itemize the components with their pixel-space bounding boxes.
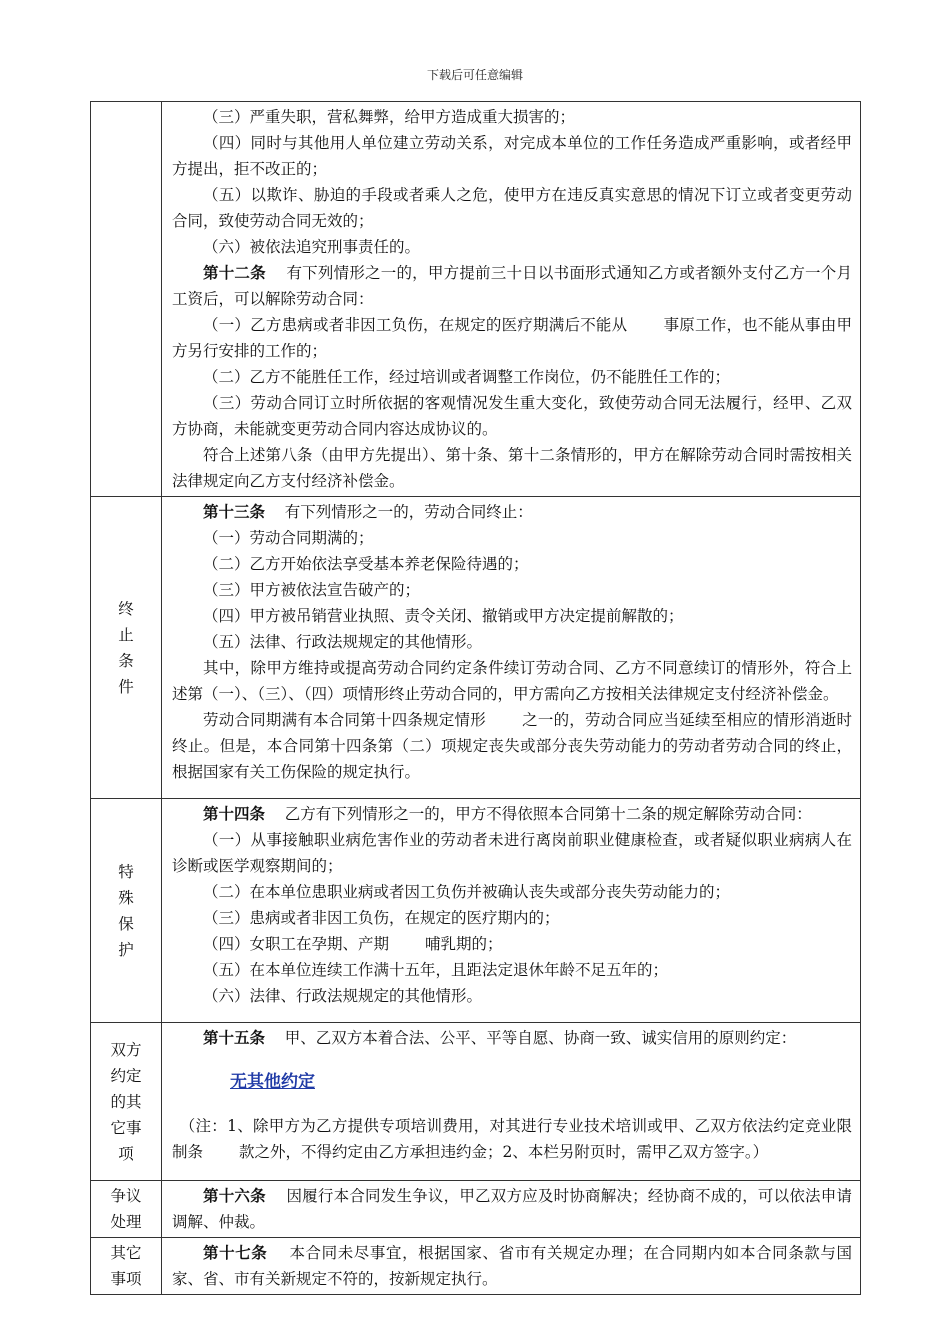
article-title: 第十二条 — [203, 263, 266, 282]
row-content — [162, 1238, 861, 1295]
clause-text: 哺乳期的； — [425, 935, 503, 953]
clause-item: （五）法律、行政法规规定的其他情形。 — [203, 633, 483, 651]
label-line: 项 — [118, 1144, 134, 1163]
table-row — [91, 497, 861, 799]
row-label-termination — [91, 497, 162, 799]
clause-item: （二）乙方不能胜任工作，经过培训或者调整工作岗位，仍不能胜任工作的； — [203, 368, 731, 386]
article-text: 乙方有下列情形之一的，甲方不得依照本合同第十二条的规定解除劳动合同： — [284, 805, 812, 823]
clause-item: （五）在本单位连续工作满十五年，且距法定退休年龄不足五年的； — [203, 961, 669, 979]
label-line: 约定 — [110, 1066, 142, 1085]
row-label-empty — [91, 102, 162, 497]
clause-item: （三）严重失职，营私舞弊，给甲方造成重大损害的； — [203, 108, 576, 126]
table-row — [91, 102, 861, 497]
row-content — [162, 1023, 861, 1181]
clause-item: （四）甲方被吊销营业执照、责令关闭、撤销或甲方决定提前解散的； — [203, 607, 684, 625]
row-label-other-agreements — [91, 1023, 162, 1181]
label-line: 它事 — [110, 1118, 142, 1137]
label-char: 特 — [118, 862, 134, 881]
label-line: 事项 — [110, 1270, 142, 1288]
article-title: 第十三条 — [203, 502, 266, 521]
label-char: 条 — [118, 651, 134, 670]
clause-item: （四）同时与其他用人单位建立劳动关系，对完成本单位的工作任务造成严重影响，或者经甲方提出，拒不改正的； — [172, 134, 852, 178]
article-title: 第十七条 — [203, 1243, 268, 1262]
clause-text: 之一的，劳动合同应当延续至相应的情形消逝时终止。但是，本合同第十四条第（二）项规定丧失或部分丧失劳动能力的劳动者劳动合同的终止，根据国家有关工伤保险的规定执行。 — [172, 711, 852, 781]
clause-item: （三）甲方被依法宣告破产的； — [203, 581, 421, 599]
label-char: 护 — [118, 940, 134, 959]
article-title: 第十五条 — [203, 1028, 266, 1047]
page-header: 下载后可任意编辑 — [426, 68, 523, 82]
contract-table — [90, 101, 861, 1295]
clause-item: （一）劳动合同期满的； — [203, 529, 374, 547]
article-15 — [172, 1025, 852, 1051]
note-text: （注：1、除甲方为乙方提供专项培训费用，对其进行专业技术培训或甲、乙双方依法约定竞业限制条 — [172, 1117, 852, 1161]
row-label-other-matters — [91, 1238, 162, 1295]
agreement-value: 无其他约定 — [230, 1072, 315, 1092]
label-line: 的其 — [110, 1092, 142, 1111]
article-title: 第十四条 — [203, 804, 266, 823]
article-text: 甲、乙双方本着合法、公平、平等自愿、协商一致、诚实信用的原则约定： — [284, 1029, 797, 1047]
clause-text: 事原工作，也不能从事由甲方另行安排的工作的； — [172, 316, 852, 360]
row-label-dispute — [91, 1181, 162, 1238]
clause-item: （六）被依法追究刑事责任的。 — [203, 238, 421, 256]
article-title: 第十六条 — [203, 1186, 266, 1205]
article-14 — [172, 801, 852, 827]
article-text: 因履行本合同发生争议，甲乙双方应及时协商解决；经协商不成的，可以依法申请调解、仲裁。 — [172, 1187, 852, 1231]
table-row — [91, 1238, 861, 1295]
table-row — [91, 1181, 861, 1238]
clause-item: （二）在本单位患职业病或者因工负伤并被确认丧失或部分丧失劳动能力的； — [203, 883, 731, 901]
label-line: 处理 — [110, 1213, 142, 1231]
note-text: 款之外，不得约定由乙方承担违约金；2、本栏另附页时，需甲乙双方签字。） — [239, 1143, 769, 1161]
clause-text: （四）女职工在孕期、产期 — [203, 935, 390, 953]
clause-item: 其中，除甲方维持或提高劳动合同约定条件续订劳动合同、乙方不同意续订的情形外，符合上述第（一）、（三）、（四）项情形终止劳动合同的，甲方需向乙方按相关法律规定支付经济补偿金。 — [172, 659, 852, 703]
article-17 — [172, 1240, 852, 1292]
article-text: 有下列情形之一的，劳动合同终止： — [284, 503, 533, 521]
label-char: 止 — [118, 625, 134, 644]
label-line: 其它 — [110, 1244, 142, 1262]
clause-item — [172, 931, 852, 957]
table-row — [91, 1023, 861, 1181]
article-text: 本合同未尽事宜，根据国家、省市有关规定办理；在合同期内如本合同条款与国家、省、市有关新规定不符的，按新规定执行。 — [172, 1244, 852, 1288]
clause-item: （二）乙方开始依法享受基本养老保险待遇的； — [203, 555, 529, 573]
note — [172, 1113, 852, 1165]
clause-text: 劳动合同期满有本合同第十四条规定情形 — [203, 711, 486, 729]
label-char: 保 — [118, 914, 134, 933]
label-line: 双方 — [110, 1040, 142, 1059]
row-label-special-protection — [91, 799, 162, 1023]
clause-item: （三）患病或者非因工负伤，在规定的医疗期内的； — [203, 909, 560, 927]
clause-item: （一）从事接触职业病危害作业的劳动者未进行离岗前职业健康检查，或者疑似职业病病人在诊断或医学观察期间的； — [172, 831, 852, 875]
clause-item: （三）劳动合同订立时所依据的客观情况发生重大变化，致使劳动合同无法履行，经甲、乙双方协商，未能就变更劳动合同内容达成协议的。 — [172, 394, 852, 438]
clause-item: 符合上述第八条（由甲方先提出）、第十条、第十二条情形的，甲方在解除劳动合同时需按相关法律规定向乙方支付经济补偿金。 — [172, 446, 852, 490]
article-12 — [172, 260, 852, 312]
row-content — [162, 1181, 861, 1238]
row-content — [162, 102, 861, 497]
label-char: 件 — [118, 677, 134, 696]
label-char: 终 — [118, 599, 134, 618]
table-row — [91, 799, 861, 1023]
clause-item: （五）以欺诈、胁迫的手段或者乘人之危，使甲方在违反真实意思的情况下订立或者变更劳动合同，致使劳动合同无效的； — [172, 186, 852, 230]
article-16 — [172, 1183, 852, 1235]
article-text: 有下列情形之一的，甲方提前三十日以书面形式通知乙方或者额外支付乙方一个月工资后，可以解除劳动合同： — [172, 264, 852, 308]
clause-text: （一）乙方患病或者非因工负伤，在规定的医疗期满后不能从 — [203, 316, 628, 334]
clause-item: （六）法律、行政法规规定的其他情形。 — [203, 987, 483, 1005]
clause-item — [172, 312, 852, 364]
label-line: 争议 — [110, 1187, 142, 1205]
row-content — [162, 799, 861, 1023]
row-content — [162, 497, 861, 799]
article-13 — [172, 499, 852, 525]
label-char: 殊 — [118, 888, 134, 907]
clause-item — [172, 707, 852, 785]
